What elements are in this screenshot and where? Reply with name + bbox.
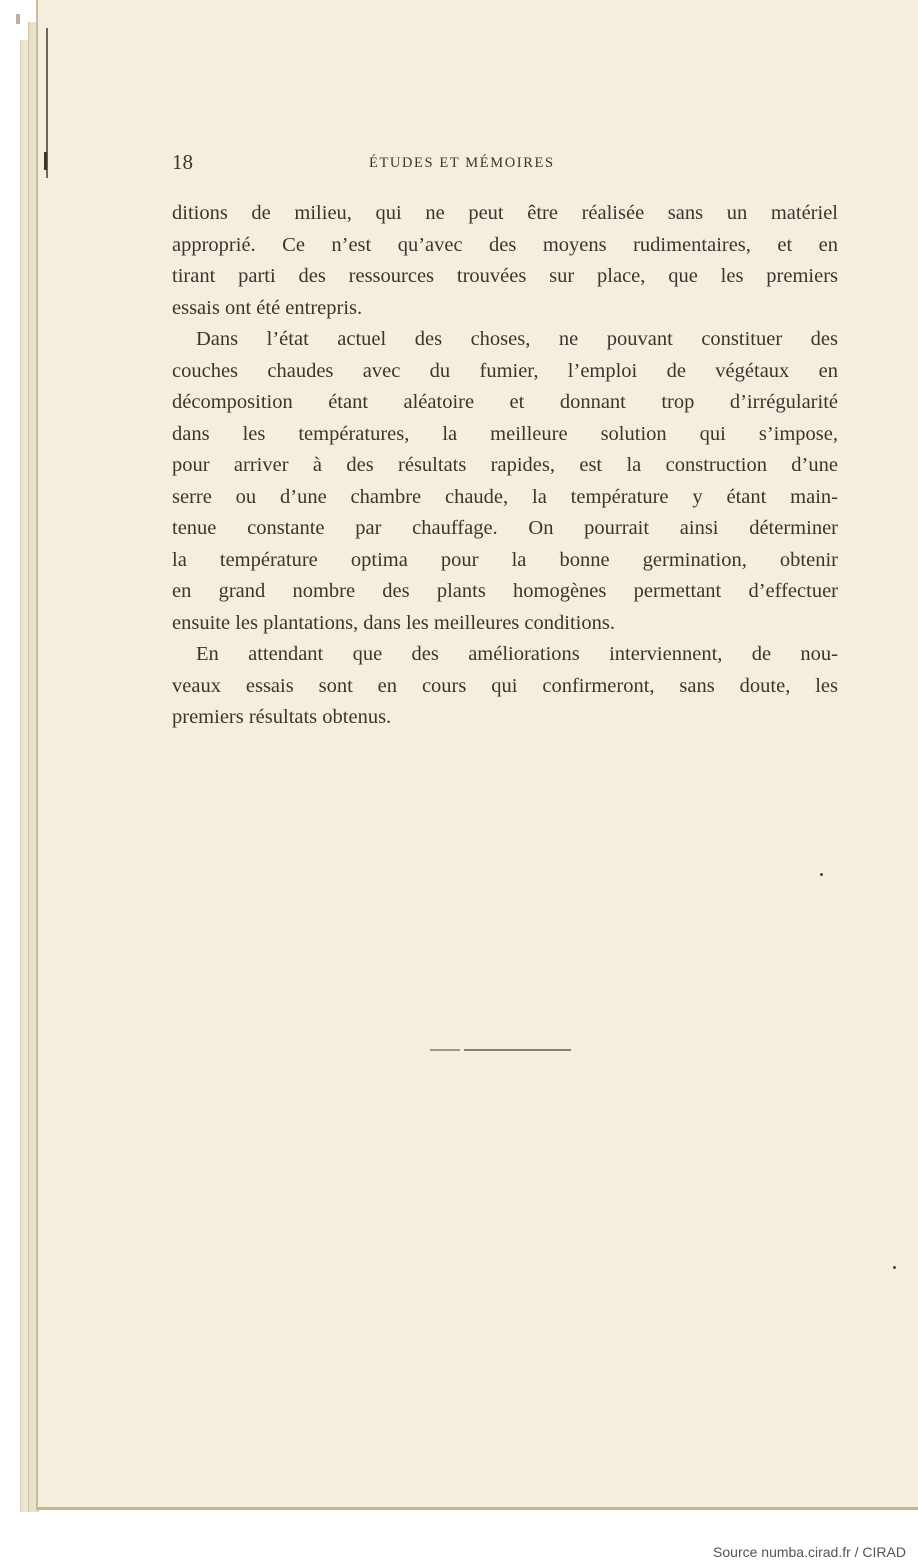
- paragraph-1: [172, 198, 838, 324]
- scan-artifact: [16, 14, 20, 24]
- text-line: tirant parti des ressources trouvées sur place, que les premiers: [172, 265, 838, 287]
- text-line: Dans l’état actuel des choses, ne pouvant constituer des: [196, 328, 838, 350]
- page-number: 18: [172, 150, 193, 174]
- text-line: la température optima pour la bonne germination, obtenir: [172, 548, 838, 571]
- text-line: ditions de milieu, qui ne peut être réalisée sans un matériel: [172, 202, 838, 224]
- text-line: premiers résultats obtenus.: [172, 706, 392, 728]
- text-line: dans les températures, la meilleure solution qui s’impose,: [172, 422, 838, 445]
- text-line: veaux essais sont en cours qui confirmeront, sans doute, les: [172, 674, 838, 697]
- text-line: tenue constante par chauffage. On pourrait ainsi déterminer: [172, 517, 838, 539]
- text-line: couches chaudes avec du fumier, l’emploi de végétaux en: [172, 359, 838, 382]
- text-line: En attendant que des améliorations interviennent, de nou-: [196, 643, 838, 665]
- text-line: ensuite les plantations, dans les meilleures conditions.: [172, 611, 615, 634]
- paper-speck: [820, 873, 823, 876]
- body-text: [172, 198, 838, 734]
- text-line: en grand nombre des plants homogènes permettant d’effectuer: [172, 580, 838, 602]
- paragraph-2: [172, 324, 838, 639]
- source-credit: Source numba.cirad.fr / CIRAD: [713, 1544, 906, 1560]
- running-title: ÉTUDES ET MÉMOIRES: [369, 155, 555, 171]
- end-of-chapter-rule: [430, 1049, 571, 1051]
- text-line: pour arriver à des résultats rapides, est la construction d’une: [172, 454, 838, 476]
- text-line: approprié. Ce n’est qu’avec des moyens rudimentaires, et en: [172, 233, 838, 256]
- paragraph-3: [172, 639, 838, 734]
- text-line: serre ou d’une chambre chaude, la température y étant main-: [172, 485, 838, 508]
- page-header: [0, 150, 918, 174]
- text-line: essais ont été entrepris.: [172, 296, 363, 319]
- paper-speck: [893, 1266, 896, 1269]
- text-line: décomposition étant aléatoire et donnant trop d’irrégularité: [172, 391, 838, 413]
